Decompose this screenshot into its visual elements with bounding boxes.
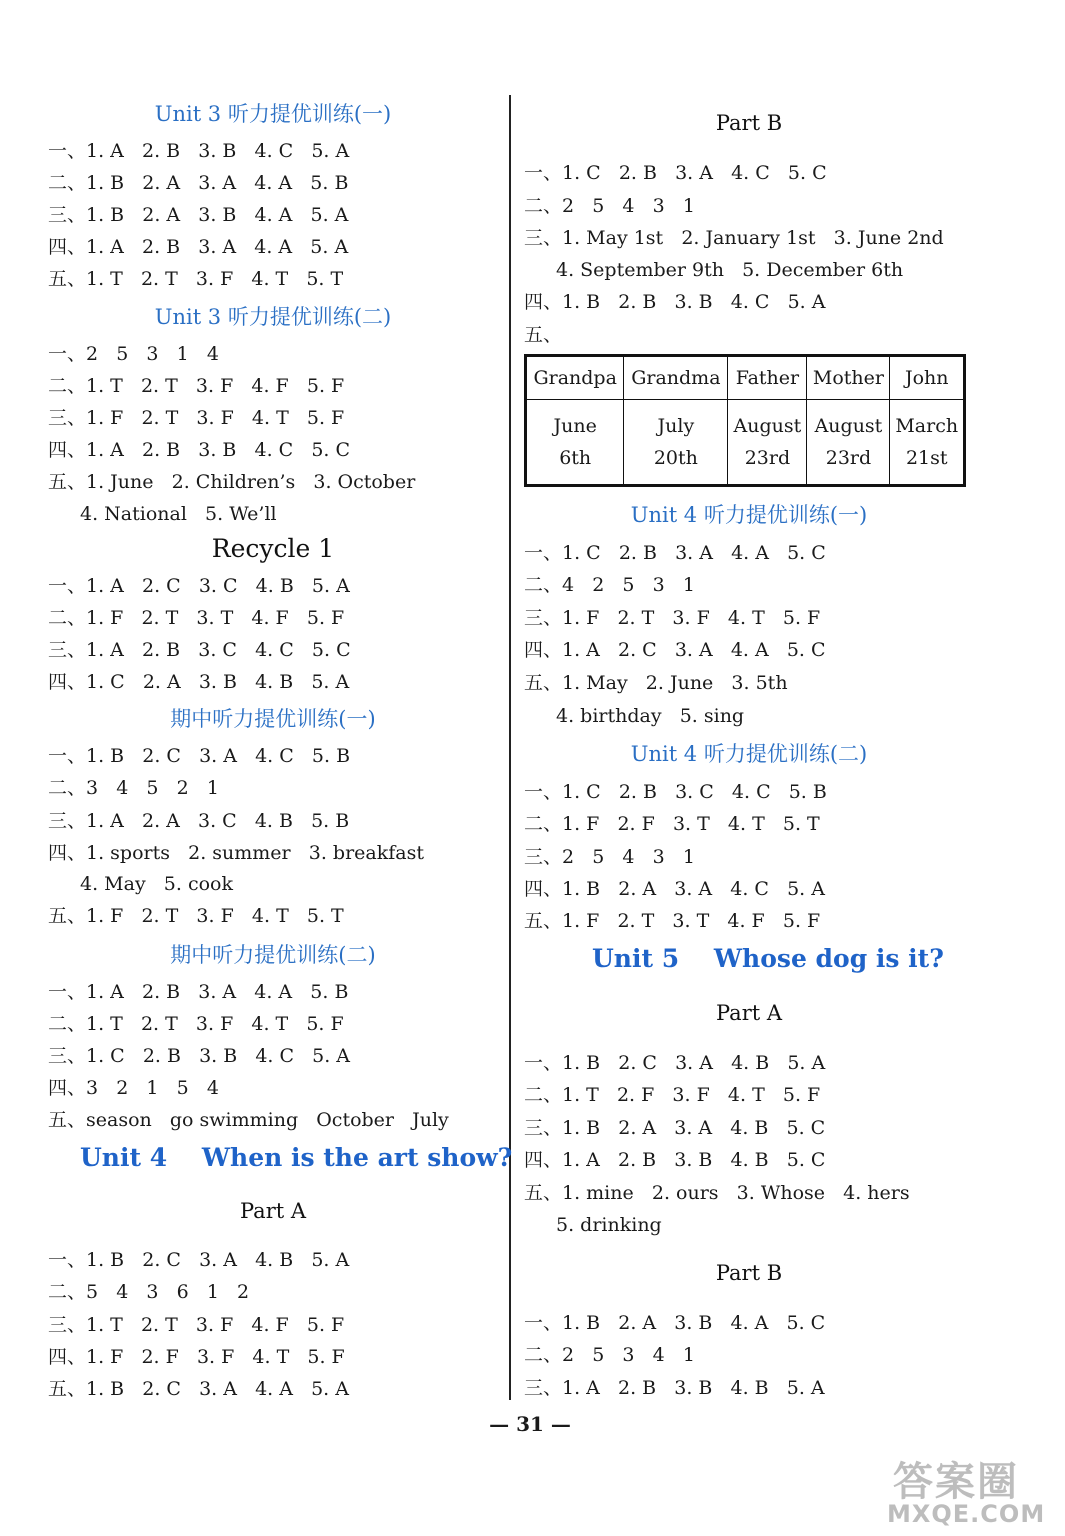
table-cell (890, 400, 965, 486)
cell-day: 6th (559, 447, 592, 469)
table-header-row (526, 356, 965, 400)
answer-line: 五、season go swimming October July (48, 1109, 449, 1131)
section-title-unit3-listening-1: Unit 3 听力提优训练(一) (154, 102, 392, 126)
watermark-bottom: MXQE.COM (887, 1500, 1046, 1528)
answer-line: 一、1. A 2. B 3. A 4. A 5. B (48, 981, 349, 1003)
answer-line: 二、2 5 3 4 1 (524, 1344, 695, 1366)
section-title-unit4-listening-2: Unit 4 听力提优训练(二) (630, 742, 868, 766)
part-a-title: Part A (715, 1001, 783, 1025)
table-cell (526, 400, 624, 486)
answer-line: 四、1. A 2. B 3. B 4. C 5. C (48, 439, 351, 461)
answer-line: 二、1. F 2. F 3. T 4. T 5. T (524, 813, 820, 835)
table-header-cell: Father (728, 356, 807, 400)
answer-line: 三、1. C 2. B 3. B 4. C 5. A (48, 1045, 351, 1067)
answer-line: 一、1. B 2. C 3. A 4. C 5. B (48, 745, 351, 767)
answer-line: 二、5 4 3 6 1 2 (48, 1281, 250, 1303)
answer-line: 一、1. A 2. B 3. B 4. C 5. A (48, 140, 350, 162)
table-row (526, 400, 965, 486)
answer-line: 二、1. T 2. T 3. F 4. F 5. F (48, 375, 345, 397)
answer-line: 4. National 5. We’ll (80, 503, 277, 525)
cell-month: August (814, 415, 883, 437)
answer-line: 三、1. T 2. T 3. F 4. F 5. F (48, 1314, 345, 1336)
answer-line: 四、1. B 2. B 3. B 4. C 5. A (524, 291, 826, 313)
watermark-logo (887, 1450, 1057, 1530)
answer-line: 四、1. F 2. F 3. F 4. T 5. F (48, 1346, 345, 1368)
answer-line: 五、1. F 2. T 3. F 4. T 5. T (48, 905, 344, 927)
answer-line: 4. September 9th 5. December 6th (556, 259, 904, 281)
section-title-unit4-listening-1: Unit 4 听力提优训练(一) (630, 503, 868, 527)
answer-line: 三、1. May 1st 2. January 1st 3. June 2nd (524, 227, 944, 249)
table-header-cell: Grandma (624, 356, 728, 400)
answer-line: 二、1. B 2. A 3. A 4. A 5. B (48, 172, 349, 194)
answer-line: 四、1. C 2. A 3. B 4. B 5. A (48, 671, 350, 693)
section-title-unit3-listening-2: Unit 3 听力提优训练(二) (154, 305, 392, 329)
part-b-title: Part B (715, 111, 783, 135)
section-title-recycle-1: Recycle 1 (211, 534, 335, 563)
cell-day: 23rd (825, 447, 872, 469)
answer-line: 五、 (524, 324, 563, 346)
unit-4-title: Unit 4 When is the art show? (80, 1143, 513, 1172)
cell-day: 20th (653, 447, 698, 469)
answer-line: 5. drinking (556, 1214, 662, 1236)
answer-line: 三、2 5 4 3 1 (524, 846, 695, 868)
answer-line: 四、1. sports 2. summer 3. breakfast (48, 842, 424, 864)
cell-month: June (553, 415, 597, 437)
answer-line: 四、3 2 1 5 4 (48, 1077, 219, 1099)
answer-line: 一、1. B 2. C 3. A 4. B 5. A (48, 1249, 350, 1271)
answer-line: 二、1. T 2. T 3. F 4. T 5. F (48, 1013, 344, 1035)
answer-line: 一、1. B 2. A 3. B 4. A 5. C (524, 1312, 826, 1334)
column-divider (509, 95, 511, 1400)
answer-line: 一、1. C 2. B 3. C 4. C 5. B (524, 781, 827, 803)
table-cell (624, 400, 728, 486)
cell-day: 23rd (744, 447, 791, 469)
answer-line: 三、1. F 2. T 3. F 4. T 5. F (48, 407, 345, 429)
answer-line: 四、1. A 2. B 3. A 4. A 5. A (48, 236, 349, 258)
answer-line: 二、4 2 5 3 1 (524, 574, 695, 596)
section-title-midterm-listening-1: 期中听力提优训练(一) (170, 707, 376, 731)
answer-line: 一、1. B 2. C 3. A 4. B 5. A (524, 1052, 826, 1074)
answer-line: 五、1. T 2. T 3. F 4. T 5. T (48, 268, 344, 290)
cell-month: March (895, 415, 959, 437)
answer-line: 四、1. A 2. C 3. A 4. A 5. C (524, 639, 826, 661)
answer-line: 五、1. May 2. June 3. 5th (524, 672, 788, 694)
answer-line: 五、1. June 2. Children’s 3. October (48, 471, 416, 493)
answer-line: 4. May 5. cook (80, 873, 234, 895)
answer-line: 二、1. F 2. T 3. T 4. F 5. F (48, 607, 345, 629)
answer-line: 四、1. B 2. A 3. A 4. C 5. A (524, 878, 825, 900)
answer-line: 二、1. T 2. F 3. F 4. T 5. F (524, 1084, 821, 1106)
answer-line: 三、1. A 2. B 3. C 4. C 5. C (48, 639, 351, 661)
answer-line: 一、1. A 2. C 3. C 4. B 5. A (48, 575, 350, 597)
unit-5-title: Unit 5 Whose dog is it? (592, 944, 944, 973)
part-a-title: Part A (239, 1199, 307, 1223)
table-header-cell: John (890, 356, 965, 400)
watermark-top: 答案圈 (893, 1459, 1019, 1505)
section-title-midterm-listening-2: 期中听力提优训练(二) (170, 943, 376, 967)
answer-line: 五、1. mine 2. ours 3. Whose 4. hers (524, 1182, 910, 1204)
part-b-title: Part B (715, 1261, 783, 1285)
answer-line: 五、1. F 2. T 3. T 4. F 5. F (524, 910, 821, 932)
answer-line: 二、3 4 5 2 1 (48, 777, 219, 799)
answer-line: 三、1. B 2. A 3. B 4. A 5. A (48, 204, 349, 226)
table-cell (728, 400, 807, 486)
page-number: — 31 — (489, 1412, 571, 1436)
answer-line: 一、2 5 3 1 4 (48, 343, 219, 365)
answer-line: 三、1. B 2. A 3. A 4. B 5. C (524, 1117, 826, 1139)
cell-month: August (733, 415, 802, 437)
birthday-table (524, 354, 966, 487)
answer-line: 五、1. B 2. C 3. A 4. A 5. A (48, 1378, 349, 1400)
table-cell (807, 400, 890, 486)
answer-line: 四、1. A 2. B 3. B 4. B 5. C (524, 1149, 826, 1171)
answer-line: 一、1. C 2. B 3. A 4. C 5. C (524, 162, 827, 184)
table-header-cell: Mother (807, 356, 890, 400)
answer-line: 三、1. A 2. B 3. B 4. B 5. A (524, 1377, 825, 1399)
table-header-cell: Grandpa (526, 356, 624, 400)
answer-line: 三、1. A 2. A 3. C 4. B 5. B (48, 810, 350, 832)
cell-month: July (657, 415, 695, 437)
answer-line: 一、1. C 2. B 3. A 4. A 5. C (524, 542, 826, 564)
cell-day: 21st (905, 447, 948, 469)
answer-line: 4. birthday 5. sing (556, 705, 745, 727)
answer-line: 二、2 5 4 3 1 (524, 195, 695, 217)
answer-line: 三、1. F 2. T 3. F 4. T 5. F (524, 607, 821, 629)
